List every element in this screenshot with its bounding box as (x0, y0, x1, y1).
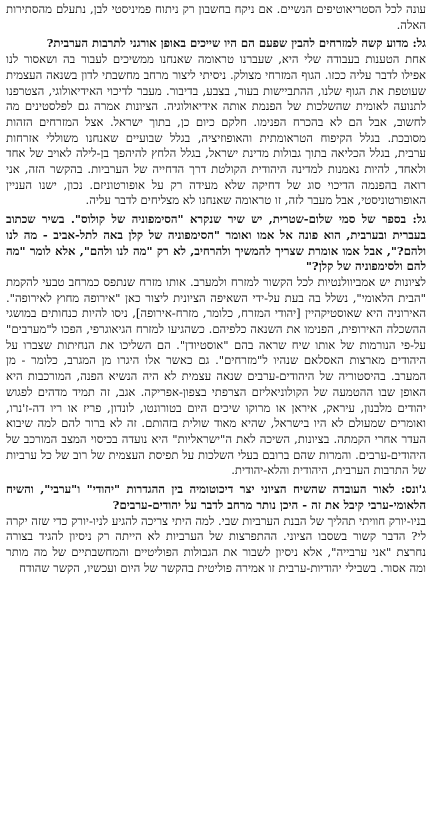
question-1: גל: מדוע קשה למזרחים להבין שפעם הם היו שייכים באופן אורגני לתרבות הערבית? (46, 36, 426, 51)
answer-3: בניו-יורק חוויתי תהליך של הבנת הערביות שבי. למה היתי צריכה להגיע לניו-יורק כדי שזה יקרה לי? הדבר קשור בשסבו הציוני. ההתפרצות של הערביות לא הייתה רק ניסיון להגיד בצורה נחרצת "אני ערבייה", אלא ניסיון לשבור את הגבולות הפוליטיים והמחשבתיים של מה מותר ומה אסור. בשבילי יהודיות-ערבית זו אמירה פוליטית בהקשר של היום ועכשיו, הקשר שהודח (6, 513, 426, 575)
paragraph-intro: עונה לכל הסטריאוטיפים הנשיים. אם ניקח בחשבון רק ניתוח פמיניסטי לבן, נתעלם מהסתירות האלה. (6, 2, 426, 32)
question-2: גל: בספר של סמי שלום-שטרית, יש שיר שנקרא "הסימפוניה של קולוס". בשיר שכתוב בעברית ובערבית, הוא פונה אל אמו ואומר "הסימפוניה של קלן באה לתל-אביב - מה לנו ולהם?", אבל אמו אומרת שצריך להמשיך ולהרחיב, לא רק "מה לנו ולהם", אלא לומר "מה להם ולסימפוניה של קלן?" (6, 212, 426, 274)
question-3: ג'ונס: לאור העובדה שהשיח הציוני יצר דיכוטומיה בין ההגדרות "יהודי" ו"ערבי", והשיח הלאומי-ערבי קיבל את זה - היכן נותר מרחב לדבר על יהודים-ערבים? (6, 482, 426, 512)
answer-1: אחת הטענות בעבודה שלי היא, שעברנו טראומה שאנחנו ממשיכים לעבור בה ושאסור לנו אפילו לדבר עליה ככזו. הגוף המזרחי מצולק. ניסיתי ליצור מרחב מחשבתי לדון בשנאה העצמית שעוטפת את הגוף שלנו, ההתביישות בעור, בצבע, בדיבור. מעבר לדיכוי האידיאולוגי, הצטרפנו לתנועה לאומית שהשלכות של הפנמת אותה אידיאולוגיה. הציונות אמרה גם לפלסטינים מה לחשוב, אבל הם לא בהכרח הפנימו. חלקם כיום כן, בתוך ישראל. אצל המזרחים הזהות מסובכת. בגלל הקיפוח הטראומתית והאופוזיציה, בגלל שבועיים שאנחנו משוללי אזרחות ערבית, בגלל הכליאה בתוך גבולות מדינת ישראל, בגלל הלחץ להיהפך בן-לילה לאויב של אחד ולאחד, להיות נאמנות למדינה היהודית הקולטת דרך הדחייה של הערביות. בהקשר הזה, אני רואה בהפנמה הדיכוי סוג של דחיקה שלא מעידה רק על אופורטוניזם. נכון, ישנו העניין האופורטוניסטי, אבל מעבר לזה, זו טראומה שאנחנו לא מצליחים לדבר עליה. (6, 52, 426, 208)
answer-2: לציונות יש אמביוולנטיות לכל הקשור למזרח ולמערב. אותו מזרח שנתפס כמרחב טבעי להקמת "הבית הלאומי", נשלל בה בעת על-ידי השאיפה הציונית ליצור כאן "אירופה מחוץ לאירופה". האירוניה היא שאוסטיקהיין [יהודי המזרח, כלומר, מזרח-אירופה], ניסו להיות כנחותים במושגי ההשכלה האירופית, הפנימו את השנאה כלפיהם. כשהגיעו למזרח הגיאוגרפי, הפכו ל"מערבים" על-פי הנורמות של אותו שיח שראה בהם "אוסטיודן". הם השליכו את הנחיתות שצברו על היהודים מארצות האסלאם שנהיו ל"מזרחים". גם כאשר אלו היגרו מן המגרב, כלומר - מן המערב. בהיסטוריה של היהודים-ערבים שנאה עצמית לא היה הנשיא הפנה, המורכבות היא האופן שבו ההטמעה של הקולוניאליזם הצרפתי בצפון-אפריקה. אגב, זה תמיד מדהים לפגוש יהודים מלבנון, עיראק, איראן או מרוקו שיכים היום בטורונטו, לונדון, פריז או ריו דה-ז'נרו, ואומרים שמעולם לא היו בישראל, שהיא מאוד שולית בזהותם. זה לא ברור להם למה שיבוא העדר אחרי הקמתה. בציונות, השיכה לאת ה"ישראליות" היא נועדה בכיסוי המצב המורכב של היהודים-ערבים. והמרות שהם ברובם בעלי השלכות על תפיסת העצמית של רוב של כל ערביות של התרבות הערבית, היהודית והלא-יהודית. (6, 274, 426, 478)
